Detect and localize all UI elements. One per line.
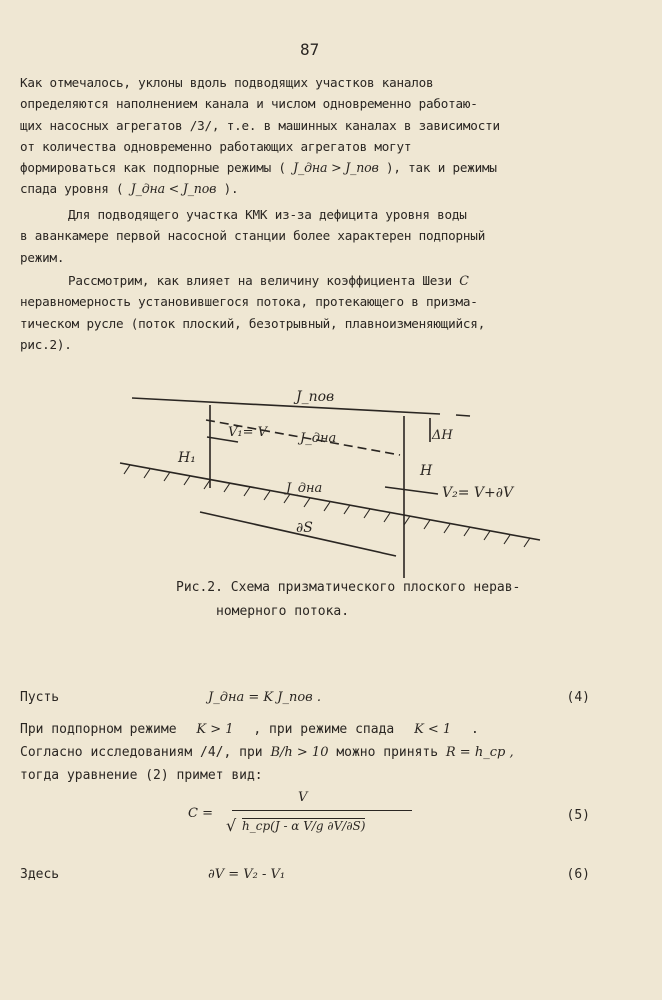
water-surface-line: [132, 398, 440, 414]
velocity2-arrow: [385, 487, 438, 494]
text-line: Для подводящего участка КМК из-за дефицита уровня воды: [68, 207, 467, 222]
text-line: Как отмечалось, уклоны вдоль подводящих участков каналов: [20, 75, 434, 90]
text-line: от количества одновременно работающих агрегатов могут: [20, 138, 412, 154]
equation-5: [20, 790, 620, 846]
label-depth1: H₁: [178, 450, 196, 466]
text-line: Рассмотрим, как влияет на величину коэффициента Шези C: [68, 273, 469, 288]
eq6-lead: Здесь: [20, 867, 60, 882]
text-line: неравномерность установившегося потока, протекающего в призма-: [20, 294, 478, 310]
text-line: режим.: [20, 249, 65, 265]
label-depth2: H: [420, 463, 433, 479]
drawdown-condition: J_дна < J_пов: [130, 181, 217, 197]
eq5-denominator: h_ср(J - α V/g ∂V/∂S): [242, 819, 366, 833]
study-line: Согласно исследованиям /4/, при B/h > 10 можно принять R = h_ср ,: [20, 745, 514, 760]
figure-caption: [176, 576, 520, 624]
eq6-number: (6): [566, 867, 590, 882]
label-bed-slope: J_дна: [286, 481, 323, 496]
bed-hatching: [124, 465, 530, 547]
text-line: в аванкамере первой насосной станции более характерен подпорный: [20, 228, 486, 244]
eq4-number: (4): [566, 690, 590, 705]
text-line: спада уровня ( J_дна < J_пов ).: [20, 181, 239, 197]
backwater-condition: J_дна > J_пов: [293, 160, 379, 176]
page-number: 87: [300, 40, 320, 59]
ratio-condition: B/h > 10: [270, 745, 329, 760]
label-water-slope: J_пов: [296, 389, 335, 405]
k-less-1: K < 1: [414, 722, 452, 737]
chezy-symbol: C: [459, 273, 469, 288]
equation-4: [20, 690, 620, 705]
regime-condition-line: При подпорном режиме K > 1 , при режиме спада K < 1 .: [20, 722, 479, 737]
text-line: тическом русле (поток плоский, безотрывный, плавноизменяющийся,: [20, 315, 486, 331]
equation-6: [20, 867, 620, 882]
label-delta-h: ΔH: [432, 428, 453, 443]
caption-line: Рис.2. Схема призматического плоского нерав-: [176, 580, 521, 595]
label-velocity1: V₁= V: [228, 425, 268, 440]
label-energy-slope: J_дна: [300, 431, 337, 446]
text-line: формироваться как подпорные режимы ( J_дна > J_пов ), так и режимы: [20, 160, 497, 176]
caption-line: номерного потока.: [216, 604, 350, 619]
eq6-expr: ∂V = V₂ - V₁: [208, 867, 286, 882]
then-line: тогда уравнение (2) примет вид:: [20, 768, 263, 783]
text-line: щих насосных агрегатов /3/, т.е. в машинных каналах в зависимости: [20, 117, 500, 133]
label-velocity2: V₂= V+∂V: [442, 485, 514, 501]
k-greater-1: K > 1: [196, 722, 234, 737]
text-line: рис.2).: [20, 336, 72, 352]
fraction-bar: [232, 810, 412, 811]
eq5-number: (5): [566, 808, 590, 823]
bed-line: [120, 463, 540, 540]
eq4-lead: Пусть: [20, 690, 60, 705]
radius-assumption: R = h_ср ,: [445, 745, 514, 760]
eq4-expr: J_дна = K J_пов .: [208, 690, 322, 705]
eq5-lhs: C =: [188, 806, 213, 821]
label-ds: ∂S: [296, 520, 313, 536]
text-line: определяются наполнением канала и числом одновременно работаю-: [20, 96, 478, 112]
eq5-numerator: V: [298, 790, 308, 805]
sqrt-sign: √: [226, 816, 237, 835]
water-surface-tail: [456, 415, 470, 416]
